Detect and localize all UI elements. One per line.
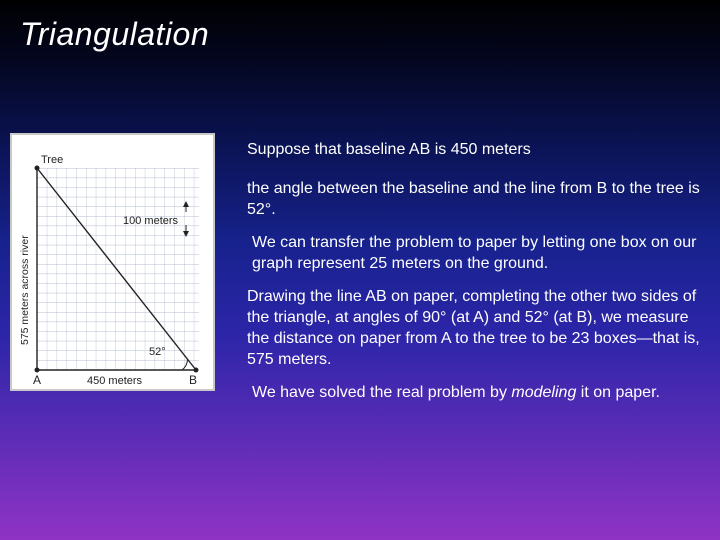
slide-title: Triangulation bbox=[20, 16, 210, 52]
side-label: 575 meters across river bbox=[19, 235, 31, 345]
paragraph-conclusion bbox=[247, 382, 715, 403]
angle-label: 52° bbox=[149, 346, 166, 358]
paragraph-baseline: Suppose that baseline AB is 450 meters bbox=[247, 141, 531, 158]
triangle-graph bbox=[12, 135, 213, 389]
conclusion-text-end: it on paper. bbox=[576, 384, 660, 401]
scale-label: 100 meters bbox=[123, 215, 179, 227]
slide-body bbox=[247, 139, 715, 415]
triangulation-figure bbox=[10, 133, 215, 391]
point-b-label: B bbox=[189, 373, 198, 387]
tree-point bbox=[35, 166, 40, 171]
paragraph-drawing: Drawing the line AB on paper, completing the other two sides of the triangle, at angles of 90° (at A) and 52° (at B), we measure the distance on paper from A to the tree to be 23 boxes—that is, 575 meters. bbox=[247, 288, 700, 368]
tree-label: Tree bbox=[41, 154, 64, 166]
point-a-label: A bbox=[33, 373, 42, 387]
conclusion-emphasis: modeling bbox=[511, 384, 577, 401]
point-a-dot bbox=[35, 368, 40, 373]
point-b-dot bbox=[194, 368, 199, 373]
paragraph-angle: the angle between the baseline and the line from B to the tree is 52°. bbox=[247, 180, 700, 218]
base-label: 450 meters bbox=[87, 375, 143, 387]
conclusion-text-start: We have solved the real problem by bbox=[252, 384, 512, 401]
paragraph-scale: We can transfer the problem to paper by letting one box on our graph represent 25 meters on the ground. bbox=[252, 234, 697, 272]
